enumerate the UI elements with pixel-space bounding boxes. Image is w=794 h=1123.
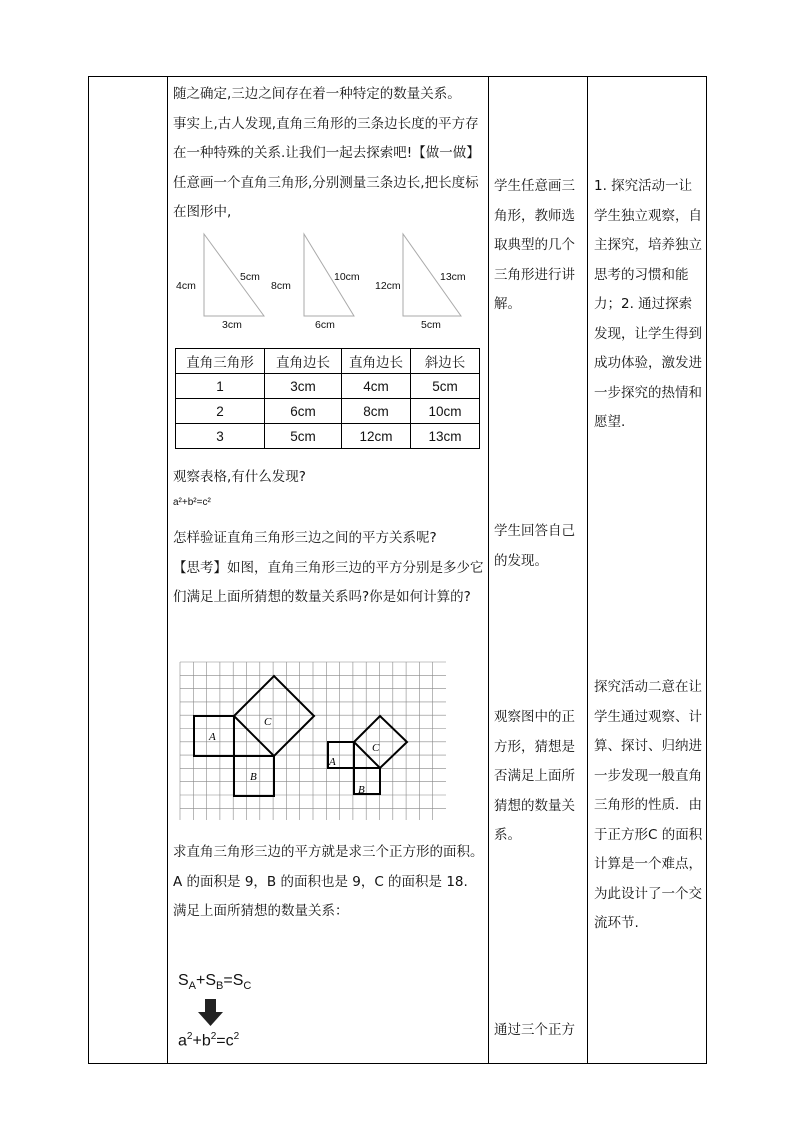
table-cell: 5cm [411, 374, 480, 399]
table-cell: 1 [176, 374, 265, 399]
tri2-hyp: 10cm [334, 271, 360, 283]
tri3-base: 5cm [421, 319, 441, 331]
tri3-hyp: 13cm [440, 271, 466, 283]
paragraph: 事实上,古人发现,直角三角形的三条边长度的平方存在一种特殊的关系.让我们一起去探索吧!【做一做】任意画一个直角三角形,分别测量三条边长,把长度标在图形中, [173, 115, 480, 220]
side-length-table [175, 348, 480, 449]
tri2-side: 8cm [271, 280, 291, 292]
main-content-column [173, 80, 485, 228]
table-cell: 10cm [411, 399, 480, 424]
design-intent-2: 探究活动二意在让学生通过观察、计算、探讨、归纳进一步发现一般直角三角形的性质．由于正方形C 的面积计算是一个难点，为此设计了一个交流环节. [594, 679, 703, 931]
table-cell: 2 [176, 399, 265, 424]
table-header: 斜边长 [411, 349, 480, 374]
table-cell: 3cm [265, 374, 342, 399]
paragraph: 求直角三角形三边的平方就是求三个正方形的面积。 [173, 844, 484, 860]
table-cell: 5cm [265, 424, 342, 449]
main-content-column-3 [173, 524, 485, 613]
grid-label-b: B [250, 771, 257, 783]
paragraph: 随之确定,三边之间存在着一种特定的数量关系。 [173, 86, 461, 102]
tri1-hyp: 5cm [240, 271, 260, 283]
main-content-column-4 [173, 838, 485, 927]
table-header: 直角边长 [265, 349, 342, 374]
student-activity-1: 学生任意画三角形，教师选取典型的几个三角形进行讲解。 [494, 178, 575, 312]
table-cell: 13cm [411, 424, 480, 449]
student-activity-4: 通过三个正方 [494, 1022, 575, 1038]
table-cell: 4cm [342, 374, 411, 399]
tri1-base: 3cm [222, 319, 242, 331]
grid-label-c: C [372, 742, 380, 754]
table-cell: 8cm [342, 399, 411, 424]
formula-inline: a²+b²=c² [173, 497, 211, 508]
grid-label-a: A [209, 731, 216, 743]
student-activity-2: 学生回答自己的发现。 [494, 523, 575, 569]
design-intent-1: 1. 探究活动一让学生独立观察，自主探究，培养独立思考的习惯和能力；2. 通过探索发现，让学生得到成功体验，激发进一步探究的热情和愿望. [594, 178, 702, 430]
table-cell: 6cm [265, 399, 342, 424]
tri1-side: 4cm [176, 280, 196, 292]
paragraph: 【思考】如图，直角三角形三边的平方分别是多少它们满足上面所猜想的数量关系吗?你是如何计算的? [173, 559, 484, 605]
down-arrow-icon [196, 999, 226, 1027]
table-cell: 3 [176, 424, 265, 449]
paragraph: A 的面积是 9，B 的面积也是 9，C 的面积是 18. [173, 873, 468, 890]
table-header-row [176, 349, 480, 374]
square-c1 [234, 676, 314, 756]
grid-label-b: B [358, 784, 365, 796]
paragraph: 怎样验证直角三角形三边之间的平方关系呢? [173, 530, 437, 546]
tri3-side: 12cm [375, 280, 401, 292]
table-header: 直角边长 [342, 349, 411, 374]
table-header: 直角三角形 [176, 349, 265, 374]
table-cell: 12cm [342, 424, 411, 449]
side-formula: $a^2+b^2=c^2$ [178, 1031, 240, 1050]
tri2-base: 6cm [315, 319, 335, 331]
paragraph: 满足上面所猜想的数量关系： [173, 903, 349, 919]
paragraph: 观察表格,有什么发现? [173, 469, 306, 485]
grid-label-c: C [264, 716, 272, 728]
table-row [176, 424, 480, 449]
main-content-column-2 [173, 463, 485, 493]
grid-label-a: A [329, 756, 336, 768]
table-row [176, 399, 480, 424]
student-activity-3: 观察图中的正方形，猜想是否满足上面所猜想的数量关系。 [494, 709, 575, 843]
area-formula: $S_A+S_B=S_C$ [178, 972, 252, 993]
grid-figure [178, 660, 450, 822]
table-row [176, 374, 480, 399]
